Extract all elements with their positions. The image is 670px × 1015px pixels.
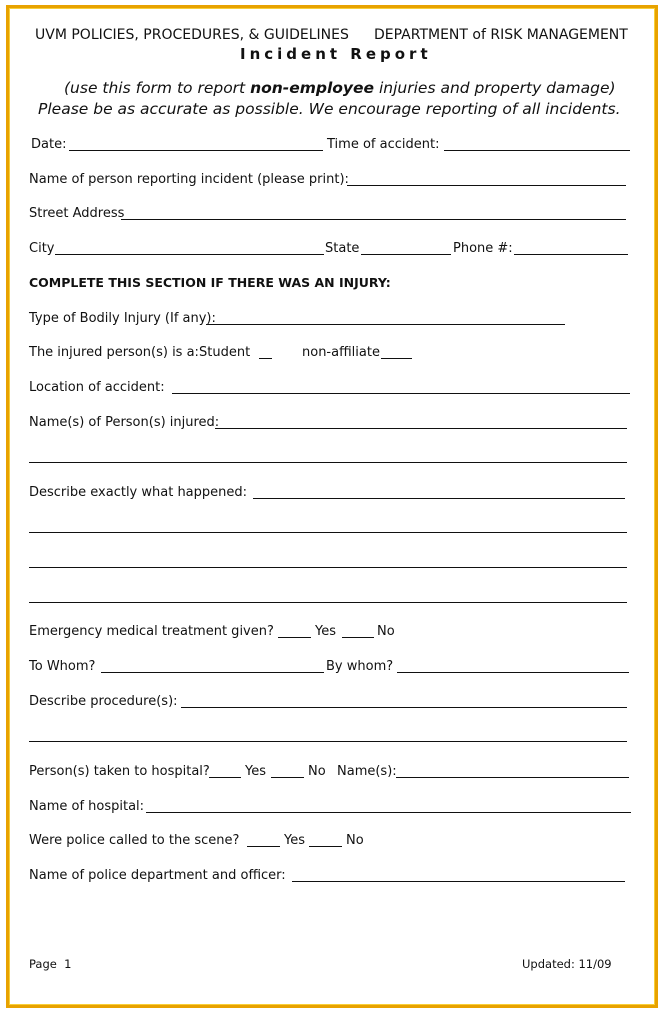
state-label: State	[325, 241, 360, 256]
police-yes-label: Yes	[284, 833, 305, 848]
non-affiliate-label: non-affiliate	[302, 345, 380, 360]
hospital-yes-field[interactable]	[209, 777, 241, 778]
intro-line-2: Please be as accurate as possible. We encourage reporting of all incidents.	[38, 100, 621, 118]
bodily-injury-field[interactable]	[206, 324, 565, 325]
form-title: Incident Report	[240, 45, 432, 63]
city-label: City	[29, 241, 55, 256]
emergency-yes-label: Yes	[315, 624, 336, 639]
describe-field-4[interactable]	[29, 602, 627, 603]
non-affiliate-field[interactable]	[381, 358, 412, 359]
phone-label: Phone #:	[453, 241, 513, 256]
time-label: Time of accident:	[327, 137, 440, 152]
updated-date: Updated: 11/09	[522, 957, 612, 971]
emergency-no-field[interactable]	[342, 637, 374, 638]
emergency-yes-field[interactable]	[278, 637, 311, 638]
persons-injured-field-2[interactable]	[29, 462, 627, 463]
describe-field[interactable]	[253, 498, 625, 499]
state-field[interactable]	[361, 254, 451, 255]
persons-injured-label: Name(s) of Person(s) injured:	[29, 415, 220, 430]
to-whom-field[interactable]	[101, 672, 324, 673]
date-label: Date:	[31, 137, 67, 152]
street-field[interactable]	[121, 219, 626, 220]
reporter-label: Name of person reporting incident (please print):	[29, 172, 349, 187]
police-no-label: No	[346, 833, 364, 848]
department-header: DEPARTMENT of RISK MANAGEMENT	[374, 27, 628, 43]
injured-person-label: The injured person(s) is a:	[29, 345, 199, 360]
hospital-no-field[interactable]	[271, 777, 304, 778]
page-border	[6, 5, 658, 1008]
reporter-field[interactable]	[347, 185, 626, 186]
names-label: Name(s):	[337, 764, 397, 779]
police-department-field[interactable]	[292, 881, 625, 882]
bodily-injury-label: Type of Bodily Injury (If any):	[29, 311, 216, 326]
police-yes-field[interactable]	[247, 846, 280, 847]
procedure-label: Describe procedure(s):	[29, 694, 178, 709]
by-whom-field[interactable]	[397, 672, 629, 673]
police-department-label: Name of police department and officer:	[29, 868, 286, 883]
location-field[interactable]	[172, 393, 630, 394]
policy-header: UVM POLICIES, PROCEDURES, & GUIDELINES	[35, 27, 349, 43]
by-whom-label: By whom?	[326, 659, 394, 674]
hospital-taken-label: Person(s) taken to hospital?	[29, 764, 210, 779]
names-field[interactable]	[396, 777, 629, 778]
phone-field[interactable]	[514, 254, 628, 255]
persons-injured-field[interactable]	[215, 428, 627, 429]
student-label: Student	[199, 345, 251, 360]
procedure-field-2[interactable]	[29, 741, 627, 742]
describe-field-3[interactable]	[29, 567, 627, 568]
procedure-field[interactable]	[181, 707, 627, 708]
police-called-label: Were police called to the scene?	[29, 833, 240, 848]
emergency-label: Emergency medical treatment given?	[29, 624, 274, 639]
intro-line-1: (use this form to report non-employee injuries and property damage)	[64, 79, 616, 97]
time-field[interactable]	[444, 150, 630, 151]
city-field[interactable]	[55, 254, 324, 255]
emergency-no-label: No	[377, 624, 395, 639]
student-field[interactable]	[259, 358, 272, 359]
describe-field-2[interactable]	[29, 532, 627, 533]
page-number: Page 1	[29, 957, 72, 971]
injury-section-heading: COMPLETE THIS SECTION IF THERE WAS AN INJURY:	[29, 275, 391, 290]
hospital-yes-label: Yes	[245, 764, 266, 779]
date-field[interactable]	[69, 150, 323, 151]
hospital-no-label: No	[308, 764, 326, 779]
hospital-name-field[interactable]	[146, 812, 631, 813]
location-label: Location of accident:	[29, 380, 165, 395]
police-no-field[interactable]	[309, 846, 342, 847]
hospital-name-label: Name of hospital:	[29, 799, 145, 814]
describe-label: Describe exactly what happened:	[29, 485, 248, 500]
to-whom-label: To Whom?	[29, 659, 96, 674]
street-label: Street Address	[29, 206, 125, 221]
